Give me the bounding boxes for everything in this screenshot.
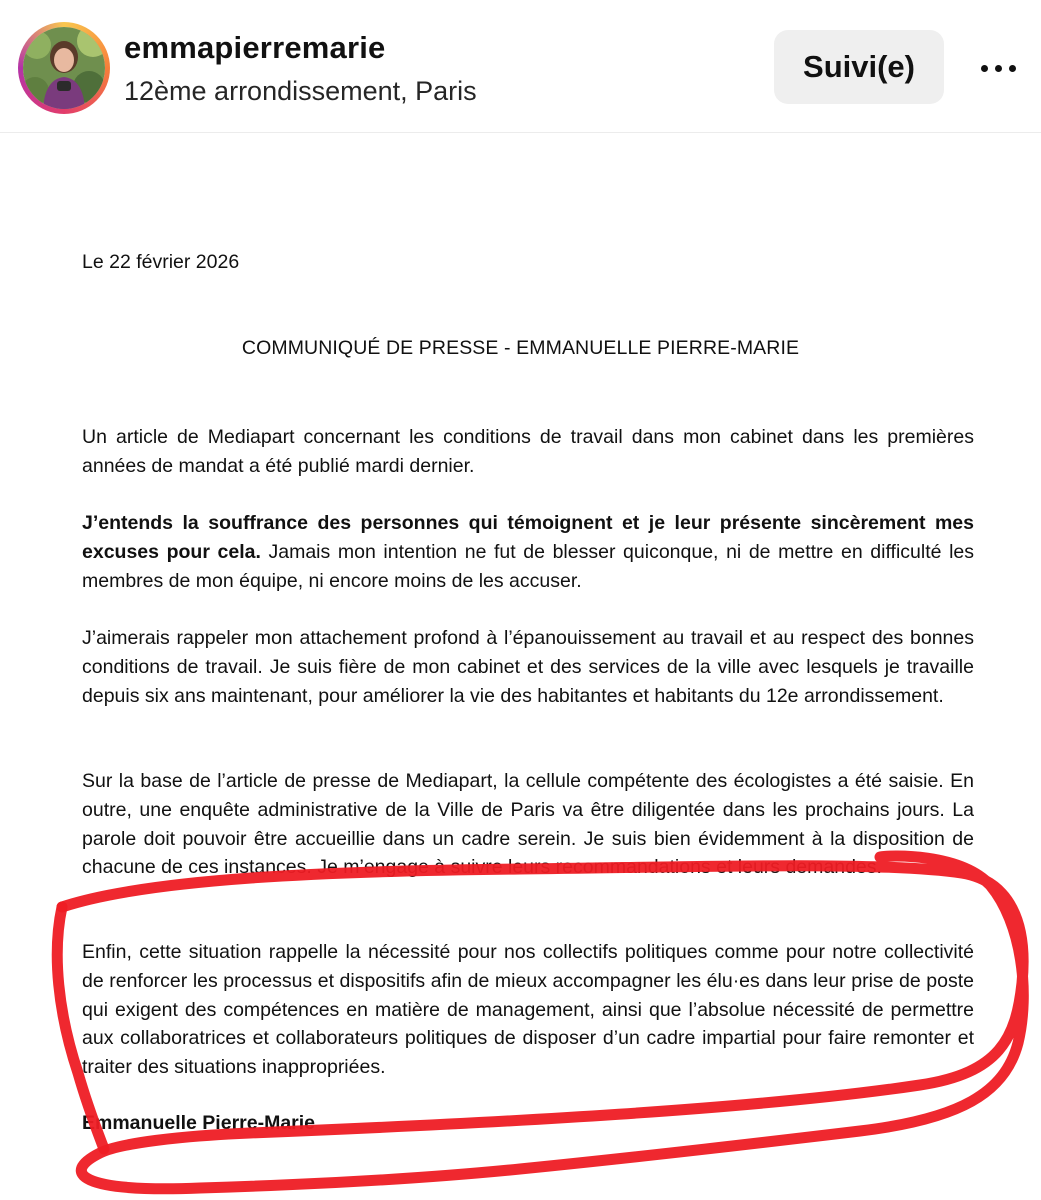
post-image-press-release[interactable] bbox=[0, 133, 1041, 1200]
dot bbox=[1009, 65, 1016, 72]
paragraph-2 bbox=[82, 509, 974, 595]
location-tag[interactable]: 12ème arrondissement, Paris bbox=[124, 76, 477, 106]
post-header bbox=[0, 0, 1041, 133]
paragraph-5: Enfin, cette situation rappelle la nécessité pour nos collectifs politiques comme pour notre collectivité de renforcer les processus et dispositifs afin de mieux accompagner les élu·es dans leur prise de poste qui exigent des compétences en matière de management, ainsi que l’absolue nécessité de permettre aux collaboratrices et collaborateurs politiques de disposer d’un cadre impartial pour faire remonter et traiter des situations inappropriées. bbox=[82, 941, 974, 1079]
document-title: COMMUNIQUÉ DE PRESSE - EMMANUELLE PIERRE-MARIE bbox=[241, 337, 800, 359]
paragraph-2-rest: Jamais mon intention ne fut de blesser quiconque, ni de mettre en difficulté les membres de mon équipe, ni encore moins de les accuser. bbox=[82, 540, 974, 592]
document-date: Le 22 février 2026 bbox=[82, 251, 240, 273]
paragraph-1: Un article de Mediapart concernant les conditions de travail dans mon cabinet dans les premières années de mandat a été publié mardi dernier. bbox=[82, 426, 974, 477]
signature: Emmanuelle Pierre-Marie bbox=[82, 1112, 316, 1134]
dot bbox=[995, 65, 1002, 72]
paragraph-4: Sur la base de l’article de presse de Mediapart, la cellule compétente des écologistes a été saisie. En outre, une enquête administrative de la Ville de Paris va être diligentée dans les prochains jours. La parole doit pouvoir être accueillie dans un cadre serein. Je suis bien évidemment à la disposition de chacune de ces instances. Je m’engage à suivre leurs recommandations et leurs demandes. bbox=[82, 770, 974, 879]
following-button[interactable]: Suivi(e) bbox=[774, 30, 944, 104]
dot bbox=[981, 65, 988, 72]
more-options-icon[interactable] bbox=[970, 48, 1026, 88]
paragraph-3: J’aimerais rappeler mon attachement profond à l’épanouissement au travail et au respect des bonnes conditions de travail. Je suis fière de mon cabinet et des services de la ville avec lesquels je travaille depuis six ans maintenant, pour améliorer la vie des habitantes et habitants du 12e arrondissement. bbox=[82, 627, 974, 707]
paragraph-2-bold: J’entends la souffrance des personnes qui témoignent et je leur présente sincèrement mes excuses pour cela. bbox=[82, 512, 974, 563]
story-ring[interactable] bbox=[18, 22, 110, 114]
username[interactable]: emmapierremarie bbox=[124, 30, 386, 65]
avatar[interactable] bbox=[23, 27, 105, 109]
